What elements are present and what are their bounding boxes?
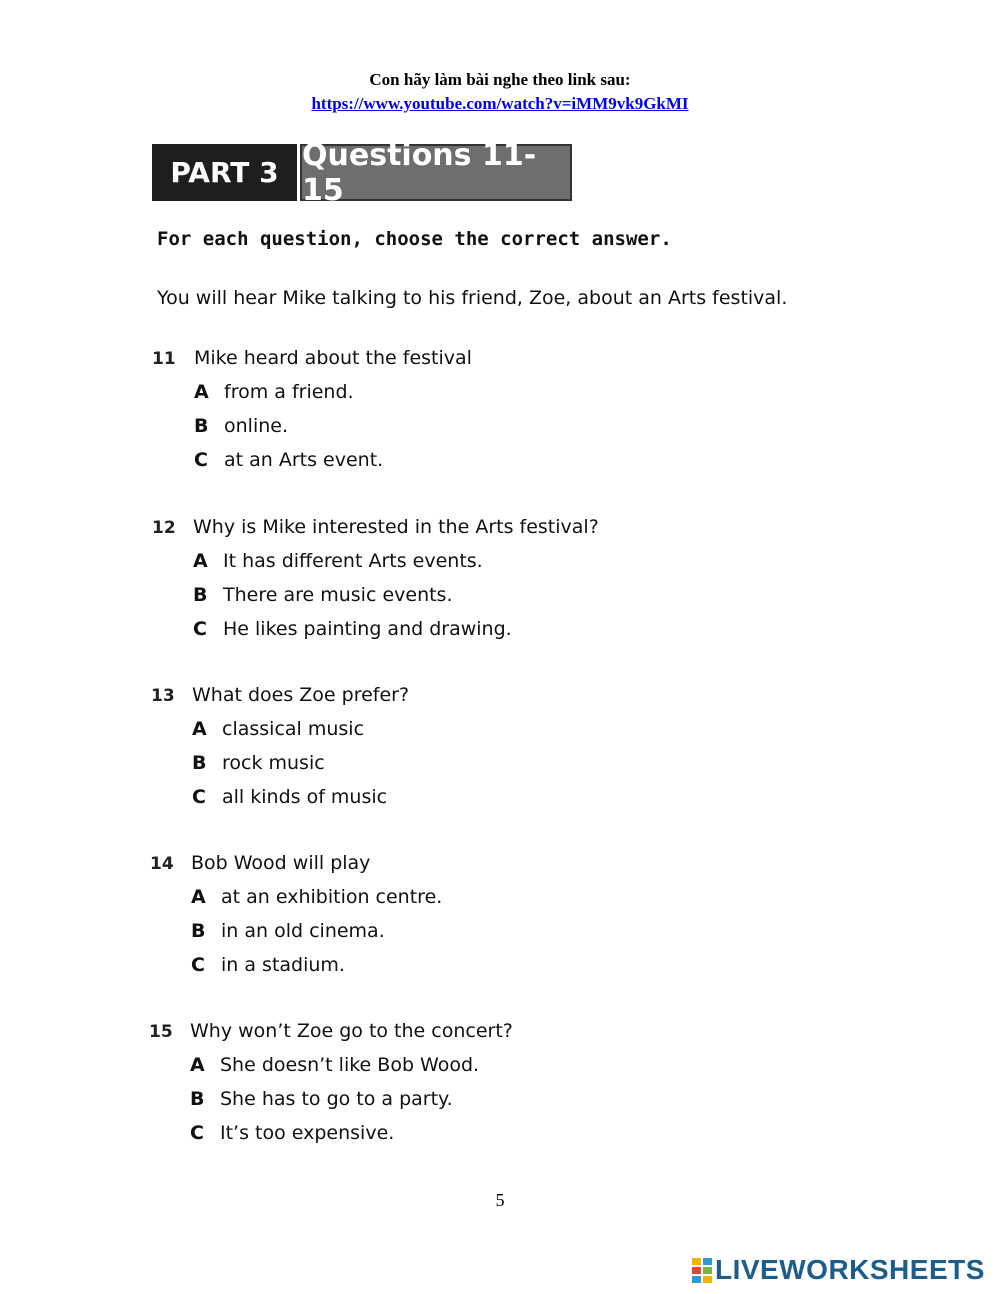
task-instruction: For each question, choose the correct answer. <box>157 228 672 250</box>
option-a[interactable]: A It has different Arts events. <box>193 550 483 572</box>
option-a[interactable]: A at an exhibition centre. <box>191 886 443 908</box>
liveworksheets-logo[interactable] <box>692 1254 985 1286</box>
part-banner <box>152 137 572 208</box>
option-a[interactable]: A classical music <box>192 718 365 740</box>
option-text: online. <box>224 415 288 437</box>
questions-range-label: Questions 11-15 <box>300 144 572 201</box>
question-text: What does Zoe prefer? <box>192 684 410 706</box>
liveworksheets-brand: LIVEWORKSHEETS <box>715 1254 985 1285</box>
option-text: She has to go to a party. <box>220 1088 453 1110</box>
option-text: rock music <box>222 752 325 774</box>
question-number: 11 <box>152 349 176 369</box>
option-text: from a friend. <box>224 381 354 403</box>
option-text: classical music <box>222 718 365 740</box>
question-number: 15 <box>149 1022 173 1042</box>
liveworksheets-logo-icon <box>692 1257 712 1283</box>
option-text: It has different Arts events. <box>223 550 483 572</box>
option-text: It’s too expensive. <box>220 1122 395 1144</box>
option-text: all kinds of music <box>222 786 388 808</box>
option-text: at an Arts event. <box>224 449 384 471</box>
option-a[interactable]: A from a friend. <box>194 381 354 403</box>
option-a[interactable]: A She doesn’t like Bob Wood. <box>190 1054 480 1076</box>
option-text: at an exhibition centre. <box>221 886 443 908</box>
option-c[interactable]: C in a stadium. <box>191 954 345 976</box>
question-number: 12 <box>152 518 176 538</box>
question-text: Mike heard about the festival <box>194 347 472 369</box>
option-text: She doesn’t like Bob Wood. <box>220 1054 480 1076</box>
question-number: 14 <box>150 854 174 874</box>
header-instruction: Con hãy làm bài nghe theo link sau: <box>369 70 631 89</box>
question-text: Why is Mike interested in the Arts festival? <box>193 516 599 538</box>
option-b[interactable]: B rock music <box>192 752 325 774</box>
option-b[interactable]: B in an old cinema. <box>191 920 385 942</box>
question-number: 13 <box>151 686 175 706</box>
option-b[interactable]: B There are music events. <box>193 584 453 606</box>
header-note <box>0 68 1000 116</box>
option-text: in an old cinema. <box>221 920 385 942</box>
option-c[interactable]: C at an Arts event. <box>194 449 384 471</box>
option-c[interactable]: C He likes painting and drawing. <box>193 618 512 640</box>
part-label: PART 3 <box>152 144 297 201</box>
option-c[interactable]: C all kinds of music <box>192 786 388 808</box>
question-text: Why won’t Zoe go to the concert? <box>190 1020 513 1042</box>
option-b[interactable]: B online. <box>194 415 288 437</box>
option-text: He likes painting and drawing. <box>223 618 512 640</box>
listening-context: You will hear Mike talking to his friend, Zoe, about an Arts festival. <box>157 287 788 309</box>
option-b[interactable]: B She has to go to a party. <box>190 1088 453 1110</box>
question-text: Bob Wood will play <box>191 852 371 874</box>
option-text: There are music events. <box>223 584 453 606</box>
option-text: in a stadium. <box>221 954 345 976</box>
page-number: 5 <box>495 1190 505 1210</box>
option-c[interactable]: C It’s too expensive. <box>190 1122 395 1144</box>
youtube-link[interactable]: https://www.youtube.com/watch?v=iMM9vk9GkMI <box>311 94 689 113</box>
